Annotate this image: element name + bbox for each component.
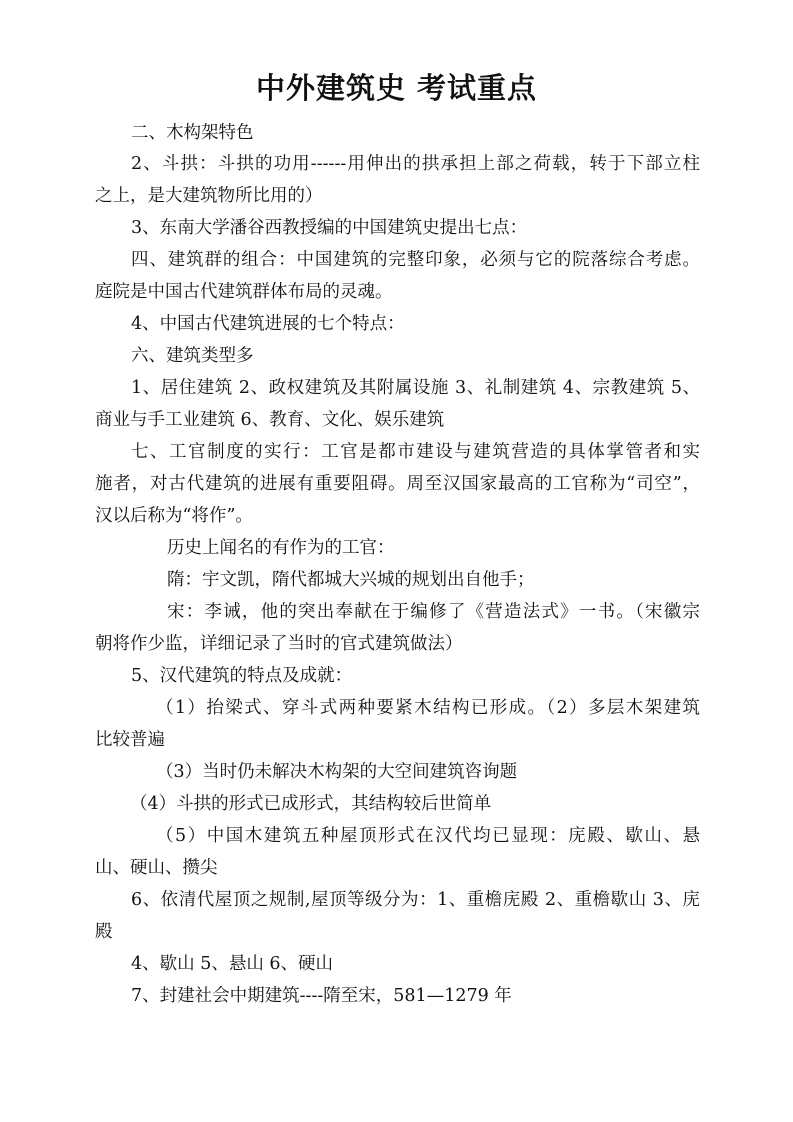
text-line: 山、硬山、攒尖 — [95, 858, 218, 878]
text-line: 六、建筑类型多 — [131, 346, 254, 366]
text-line: 4、中国古代建筑进展的七个特点： — [131, 314, 405, 334]
text-line: （3）当时仍未解决木构架的大空间建筑咨询题 — [156, 762, 518, 782]
document-title: 中外建筑史 考试重点 — [255, 71, 538, 105]
text-line: （1）抬梁式、穿斗式两种要紧木结构已形成。（2）多层木架建筑 — [156, 698, 700, 718]
text-line: 四、建筑群的组合：中国建筑的完整印象，必须与它的院落综合考虑。 — [131, 250, 700, 270]
text-line: （5）中国木建筑五种屋顶形式在汉代均已显现：庑殿、歇山、悬 — [156, 826, 700, 846]
text-line: 5、汉代建筑的特点及成就： — [131, 666, 353, 686]
text-line: 殿 — [95, 922, 113, 942]
text-line: 二、木构架特色 — [131, 123, 254, 143]
text-line: 比较普遍 — [95, 730, 165, 750]
text-line: 3、东南大学潘谷西教授编的中国建筑史提出七点： — [131, 218, 528, 238]
text-line: 6、依清代屋顶之规制,屋顶等级分为：1、重檐庑殿 2、重檐歇山 3、庑 — [131, 890, 700, 910]
text-line: 之上，是大建筑物所比用的） — [95, 186, 323, 206]
text-line: 隋：宇文凯，隋代都城大兴城的规划出自他手； — [167, 570, 535, 590]
text-line: 历史上闻名的有作为的工官： — [167, 538, 395, 558]
text-line: 商业与手工业建筑 6、教育、文化、娱乐建筑 — [95, 410, 445, 430]
text-line: （4）斗拱的形式已成形式，其结构较后世简单 — [130, 794, 492, 814]
text-line: 宋：李诫，他的突出奉献在于编修了《营造法式》一书。（宋徽宗 — [167, 602, 700, 622]
text-line: 1、居住建筑 2、政权建筑及其附属设施 3、礼制建筑 4、宗教建筑 5、 — [131, 378, 700, 398]
text-line: 朝将作少监，详细记录了当时的官式建筑做法） — [95, 634, 463, 654]
text-line: 七、工官制度的实行：工官是都市建设与建筑营造的具体掌管者和实 — [131, 442, 700, 462]
text-line: 7、封建社会中期建筑----隋至宋，581—1279 年 — [131, 986, 512, 1006]
text-line: 2、斗拱：斗拱的功用------用伸出的拱承担上部之荷载，转于下部立柱 — [131, 154, 700, 174]
text-line: 4、歇山 5、悬山 6、硬山 — [131, 954, 334, 974]
text-line: 汉以后称为“将作”。 — [95, 506, 253, 526]
text-line: 庭院是中国古代建筑群体布局的灵魂。 — [95, 282, 393, 302]
text-line: 施者，对古代建筑的进展有重要阻碍。周至汉国家最高的工官称为“司空”， — [95, 474, 700, 494]
